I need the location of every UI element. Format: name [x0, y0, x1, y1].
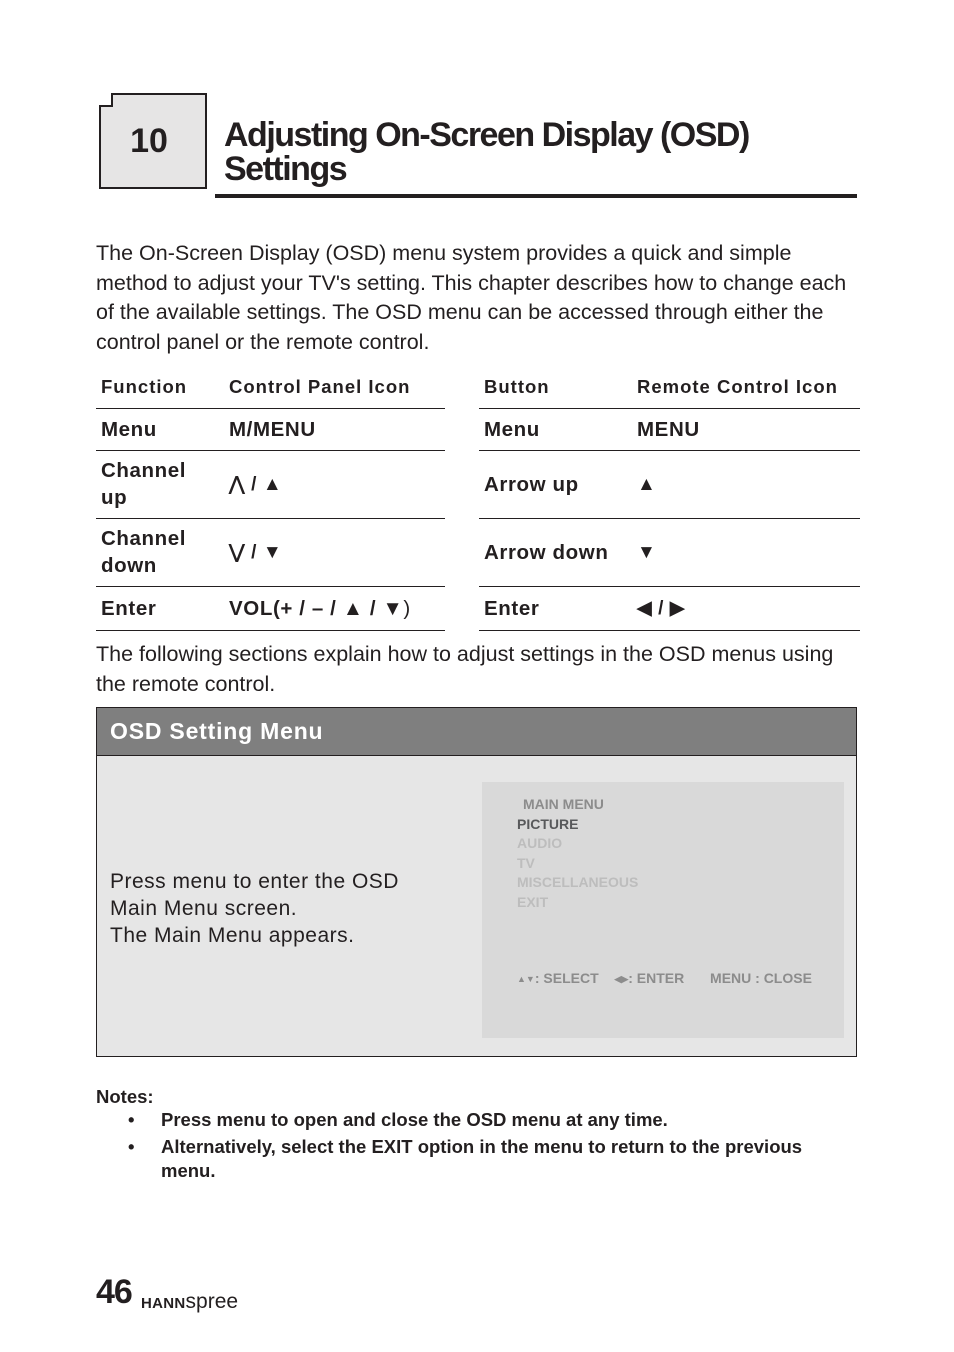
header-control-panel-icon: Control Panel Icon: [224, 366, 445, 408]
note-item: [128, 1108, 828, 1132]
instruction-line: The Main Menu appears.: [110, 924, 355, 947]
left-right-arrow-icon: ◀▶: [614, 974, 629, 984]
cell-button: Arrow down: [479, 518, 632, 586]
chapter-number: 10: [130, 121, 168, 160]
page-number: 46: [96, 1273, 132, 1311]
menu-item-audio: AUDIO: [517, 835, 563, 852]
bullet-icon: •: [128, 1109, 135, 1130]
bullet-icon: •: [128, 1136, 135, 1157]
cell-function-line1: Channel: [101, 527, 187, 550]
menu-item-exit: EXIT: [517, 893, 549, 910]
cell-icon: [224, 586, 445, 630]
osd-setting-menu-panel: [96, 707, 857, 1057]
osd-screen-illustration: [482, 782, 844, 1038]
cell-icon: M/MENU: [224, 408, 445, 450]
header-remote-control-icon: Remote Control Icon: [632, 366, 860, 408]
up-down-arrow-icon: ▲▼: [517, 974, 535, 985]
header-button: Button: [479, 366, 632, 408]
chapter-title-line2: Settings: [224, 150, 347, 188]
osd-instructions: [110, 868, 399, 949]
hint-close: MENU : CLOSE: [710, 970, 812, 986]
cell-function-line2: up: [101, 486, 128, 509]
table-row: [479, 450, 860, 518]
cell-icon-prefix: VOL(: [229, 596, 281, 620]
cell-icon: ⋁ / ▼: [224, 518, 445, 586]
brand-rest: spree: [185, 1290, 239, 1313]
cell-function: [96, 450, 224, 518]
main-menu-list: [517, 815, 638, 912]
cell-function: Enter: [96, 586, 224, 630]
table-row: [479, 518, 860, 586]
table-row: [479, 408, 860, 450]
chapter-title: [224, 118, 854, 186]
cell-icon: ▲: [632, 450, 860, 518]
cell-button: Arrow up: [479, 450, 632, 518]
control-panel-table: [96, 366, 445, 631]
cell-icon: MENU: [632, 408, 860, 450]
cell-icon: ▼: [632, 518, 860, 586]
table-row: [96, 518, 445, 586]
menu-item-tv: TV: [517, 854, 535, 871]
note-text: Press menu to open and close the OSD menu at any time.: [161, 1109, 668, 1130]
cell-function-line1: Channel: [101, 459, 187, 482]
osd-panel-header: OSD Setting Menu: [97, 708, 856, 756]
osd-hint-bar: [517, 970, 812, 986]
table-row: [96, 586, 445, 630]
cell-function: [96, 518, 224, 586]
table-header-row: [479, 366, 860, 408]
chapter-title-line1: Adjusting On-Screen Display (OSD): [224, 116, 749, 154]
chapter-number-box: [99, 93, 207, 189]
main-menu-title: MAIN MENU: [523, 796, 604, 812]
cell-icon: ⋀ / ▲: [224, 450, 445, 518]
brand-bold: HANN: [141, 1295, 186, 1312]
remote-control-table: [479, 366, 860, 631]
table-row: [479, 586, 860, 630]
following-paragraph: The following sections explain how to adjust settings in the OSD menus using the remote control.: [96, 642, 834, 696]
note-item: [128, 1135, 828, 1183]
header-function: Function: [96, 366, 224, 408]
table-row: [96, 408, 445, 450]
table-header-row: [96, 366, 445, 408]
hint-select: : SELECT: [534, 970, 599, 986]
table-row: [96, 450, 445, 518]
notes-title: Notes:: [96, 1086, 154, 1107]
note-text: Alternatively, select the EXIT option in the menu to return to the previous menu.: [161, 1136, 803, 1181]
cell-icon-suffix: ): [403, 596, 411, 620]
intro-paragraph: The On-Screen Display (OSD) menu system provides a quick and simple method to adjust your TV's setting. This chapter describes how to change each of the available settings. The OSD menu can be accessed through either the control panel or the remote control.: [96, 241, 847, 354]
menu-item-picture: PICTURE: [517, 816, 579, 832]
cell-button: Enter: [479, 586, 632, 630]
brand-logo: [141, 1290, 238, 1314]
title-rule: [215, 194, 857, 198]
instruction-line: Main Menu screen.: [110, 897, 298, 920]
instruction-line: Press menu to enter the OSD: [110, 870, 399, 893]
cell-icon-keys: + / – / ▲ / ▼: [280, 596, 404, 620]
menu-item-miscellaneous: MISCELLANEOUS: [517, 874, 639, 891]
cell-function-line2: down: [101, 554, 157, 577]
cell-button: Menu: [479, 408, 632, 450]
cell-icon: ◀ / ▶: [632, 586, 860, 630]
cell-function: Menu: [96, 408, 224, 450]
notes-list: [128, 1108, 828, 1186]
hint-enter: : ENTER: [628, 970, 685, 986]
